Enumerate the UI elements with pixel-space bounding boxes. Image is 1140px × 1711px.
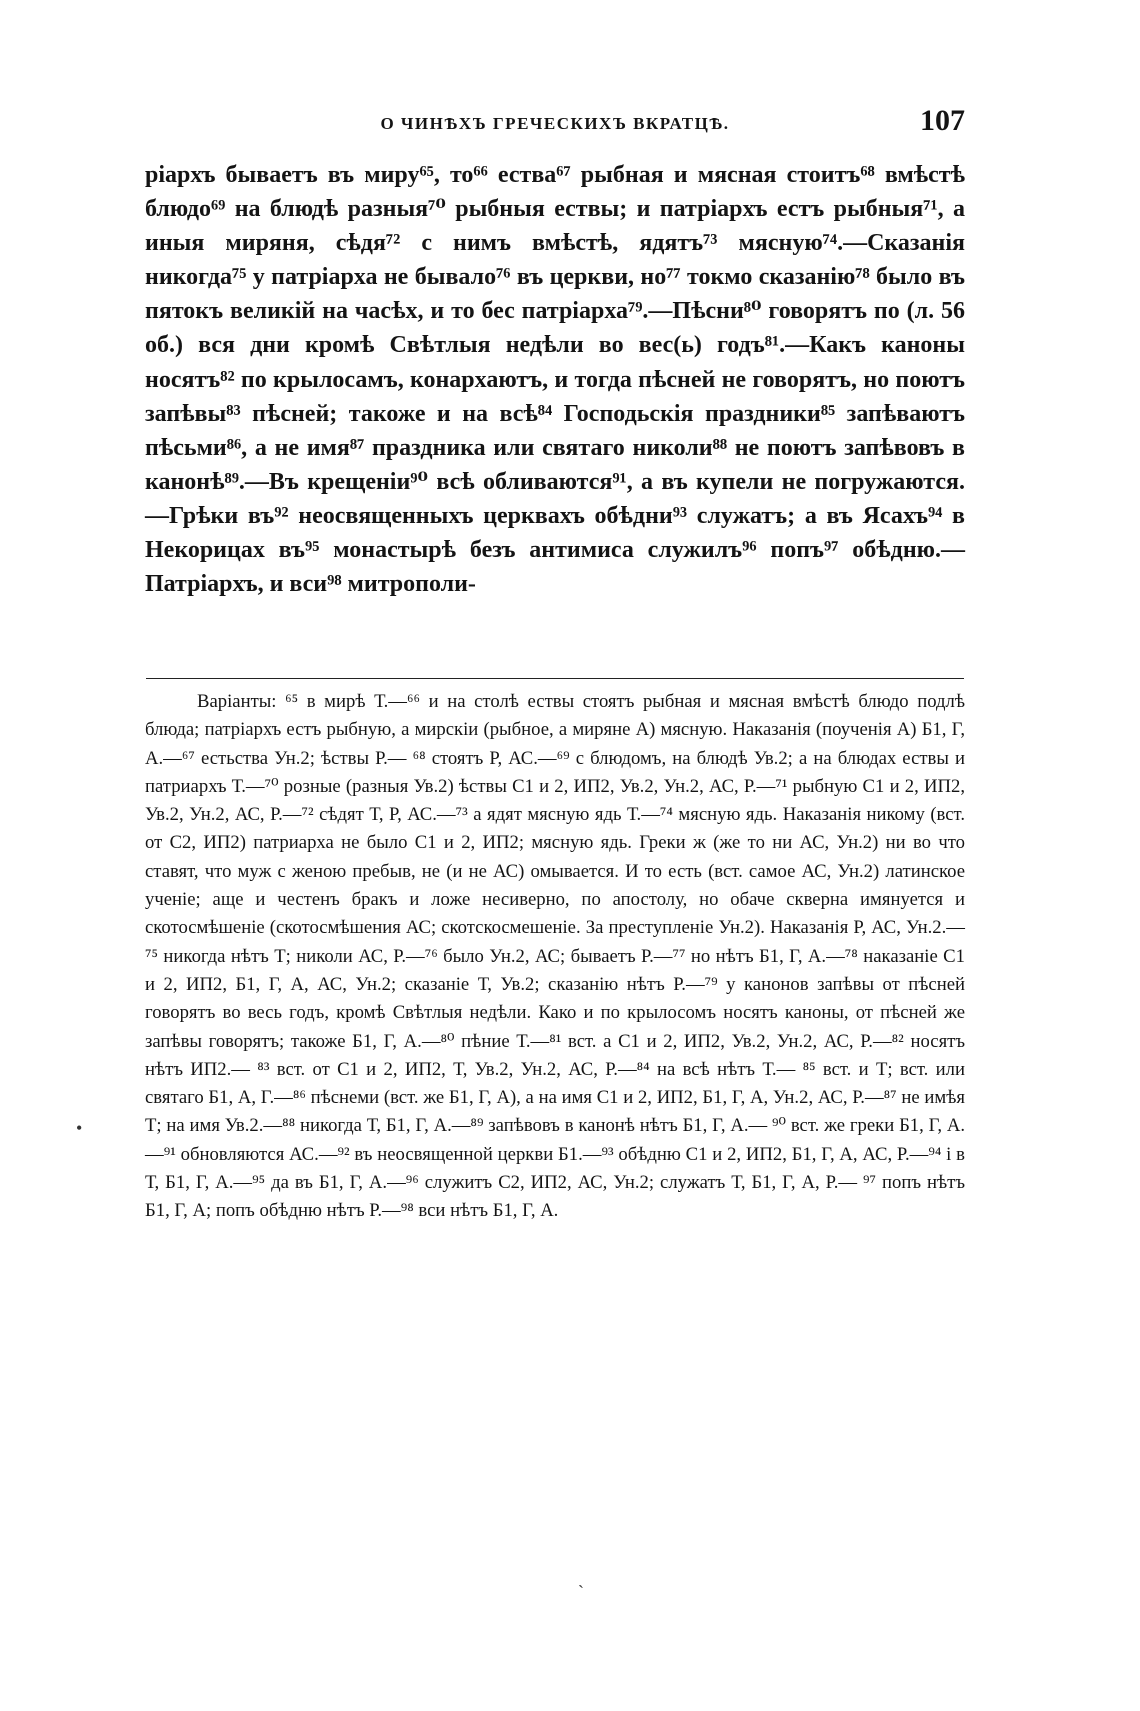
footnote-divider: [146, 678, 964, 679]
page-number: 107: [920, 104, 965, 137]
bottom-tick: ˎ: [578, 1568, 584, 1588]
main-paragraph: ріархъ бываетъ въ миру⁶⁵, то⁶⁶ ества⁶⁷ рыбная и мясная стоитъ⁶⁸ вмѣстѣ блюдо⁶⁹ на блюдѣ разныя⁷⁰ рыбныя ествы; и патріархъ естъ рыбныя⁷¹, а иныя миряня, сѣдя⁷² с нимъ вмѣстѣ, ядятъ⁷³ мясную⁷⁴.—Сказанія никогда⁷⁵ у патріарха не бывало⁷⁶ въ церкви, но⁷⁷ токмо сказанію⁷⁸ было въ пятокъ великій на часѣх, и то бес патріарха⁷⁹.—Пѣсни⁸⁰ говорятъ по (л. 56 об.) вся дни кромѣ Свѣтлыя недѣли во вес(ь) годъ⁸¹.—Какъ каноны носятъ⁸² по крылосамъ, конархаютъ, и тогда пѣсней не говорятъ, но поютъ запѣвы⁸³ пѣсней; такоже и на всѣ⁸⁴ Господьскія праздники⁸⁵ запѣваютъ пѣсьми⁸⁶, а не имя⁸⁷ праздника или святаго николи⁸⁸ не поютъ запѣвовъ в канонѣ⁸⁹.—Въ крещеніи⁹⁰ всѣ обливаются⁹¹, а въ купели не погружаются.—Грѣки въ⁹² неосвященныхъ церквахъ обѣдни⁹³ служатъ; а въ Ясахъ⁹⁴ в Некорицах въ⁹⁵ монастырѣ безъ антимиса служилъ⁹⁶ попъ⁹⁷ обѣдню.—Патріархъ, и вси⁹⁸ митрополи-: [145, 162, 965, 598]
variants-footnotes: Варіанты: ⁶⁵ в мирѣ Т.—⁶⁶ и на столѣ ествы стоятъ рыбная и мясная вмѣстѣ блюдо подлѣ блюда; патріархъ естъ рыбную, а мирскіи (рыбное, а миряне А) мясную. Наказанія (поученія А) Б1, Г, А.—⁶⁷ естьства Ун.2; ѣствы Р.— ⁶⁸ стоятъ Р, АС.—⁶⁹ с блюдомъ, на блюдѣ Ув.2; а на блюдах ествы и патриархъ Т.—⁷⁰ розные (разныя Ув.2) ѣствы С1 и 2, ИП2, Ув.2, Ун.2, АС, Р.—⁷¹ рыбную С1 и 2, ИП2, Ув.2, Ун.2, АС, Р.—⁷² сѣдят Т, Р, АС.—⁷³ а ядят мясную ядь Т.—⁷⁴ мясную ядь. Наказанія никому (вст. от С2, ИП2) патриарха не было С1 и 2, ИП2; мясную ядь. Греки ж (же то ни АС, Ун.2) ни во что ставят, что муж с женою пребыв, не (и не АС) омывается. И то есть (вст. самое АС, Ун.2) латинское ученіе; аще и честенъ бракъ и ложе несиверно, по апостолу, но обаче скверна имянуется и скотосмѣшеніе (скотосмѣшения АС; скотскосмешеніе. За преступленіе Ун.2). Наказанія Р, АС, Ун.2.—⁷⁵ никогда нѣтъ Т; николи АС, Р.—⁷⁶ было Ун.2, АС; бываетъ Р.—⁷⁷ но нѣтъ Б1, Г, А.—⁷⁸ наказаніе С1 и 2, ИП2, Б1, Г, А, АС, Ун.2; сказаніе Т, Ув.2; сказанію нѣтъ Р.—⁷⁹ у канонов запѣвы от пѣсней говорятъ во весь годъ, кромѣ Свѣтлыя недѣли. Како и по крылосомъ носятъ каноны, от пѣсней же запѣвы говорятъ; такоже Б1, Г, А.—⁸⁰ пѣние Т.—⁸¹ вст. а С1 и 2, ИП2, Ув.2, Ун.2, АС, Р.—⁸² носятъ нѣтъ ИП2.— ⁸³ вст. от С1 и 2, ИП2, Т, Ув.2, Ун.2, АС, Р.—⁸⁴ на всѣ нѣтъ Т.— ⁸⁵ вст. и Т; вст. или святаго Б1, А, Г.—⁸⁶ пѣснеми (вст. же Б1, Г, А), а на имя С1 и 2, ИП2, Б1, Г, А, Ун.2, АС, Р.—⁸⁷ не имѣя Т; на имя Ув.2.—⁸⁸ никогда Т, Б1, Г, А.—⁸⁹ запѣвовъ в канонѣ нѣтъ Б1, Г, А.— ⁹⁰ вст. же греки Б1, Г, А.—⁹¹ обновляются АС.—⁹² въ неосвященной церкви Б1.—⁹³ обѣдню С1 и 2, ИП2, Б1, Г, А, АС, Р.—⁹⁴ і в Т, Б1, Г, А.—⁹⁵ да въ Б1, Г, А.—⁹⁶ служитъ С2, ИП2, АС, Ун.2; служатъ Т, Б1, Г, А, Р.— ⁹⁷ попъ нѣтъ Б1, Г, А; попъ обѣдню нѣтъ Р.—⁹⁸ вси нѣтъ Б1, Г, А.: [145, 691, 965, 1222]
footnotes-block: [145, 688, 965, 1226]
running-title: О ЧИНѢХЪ ГРЕЧЕСКИХЪ ВКРАТЦѢ.: [380, 114, 730, 133]
margin-dot: •: [76, 1118, 83, 1138]
main-text: [145, 158, 965, 601]
page-header: [145, 104, 965, 144]
